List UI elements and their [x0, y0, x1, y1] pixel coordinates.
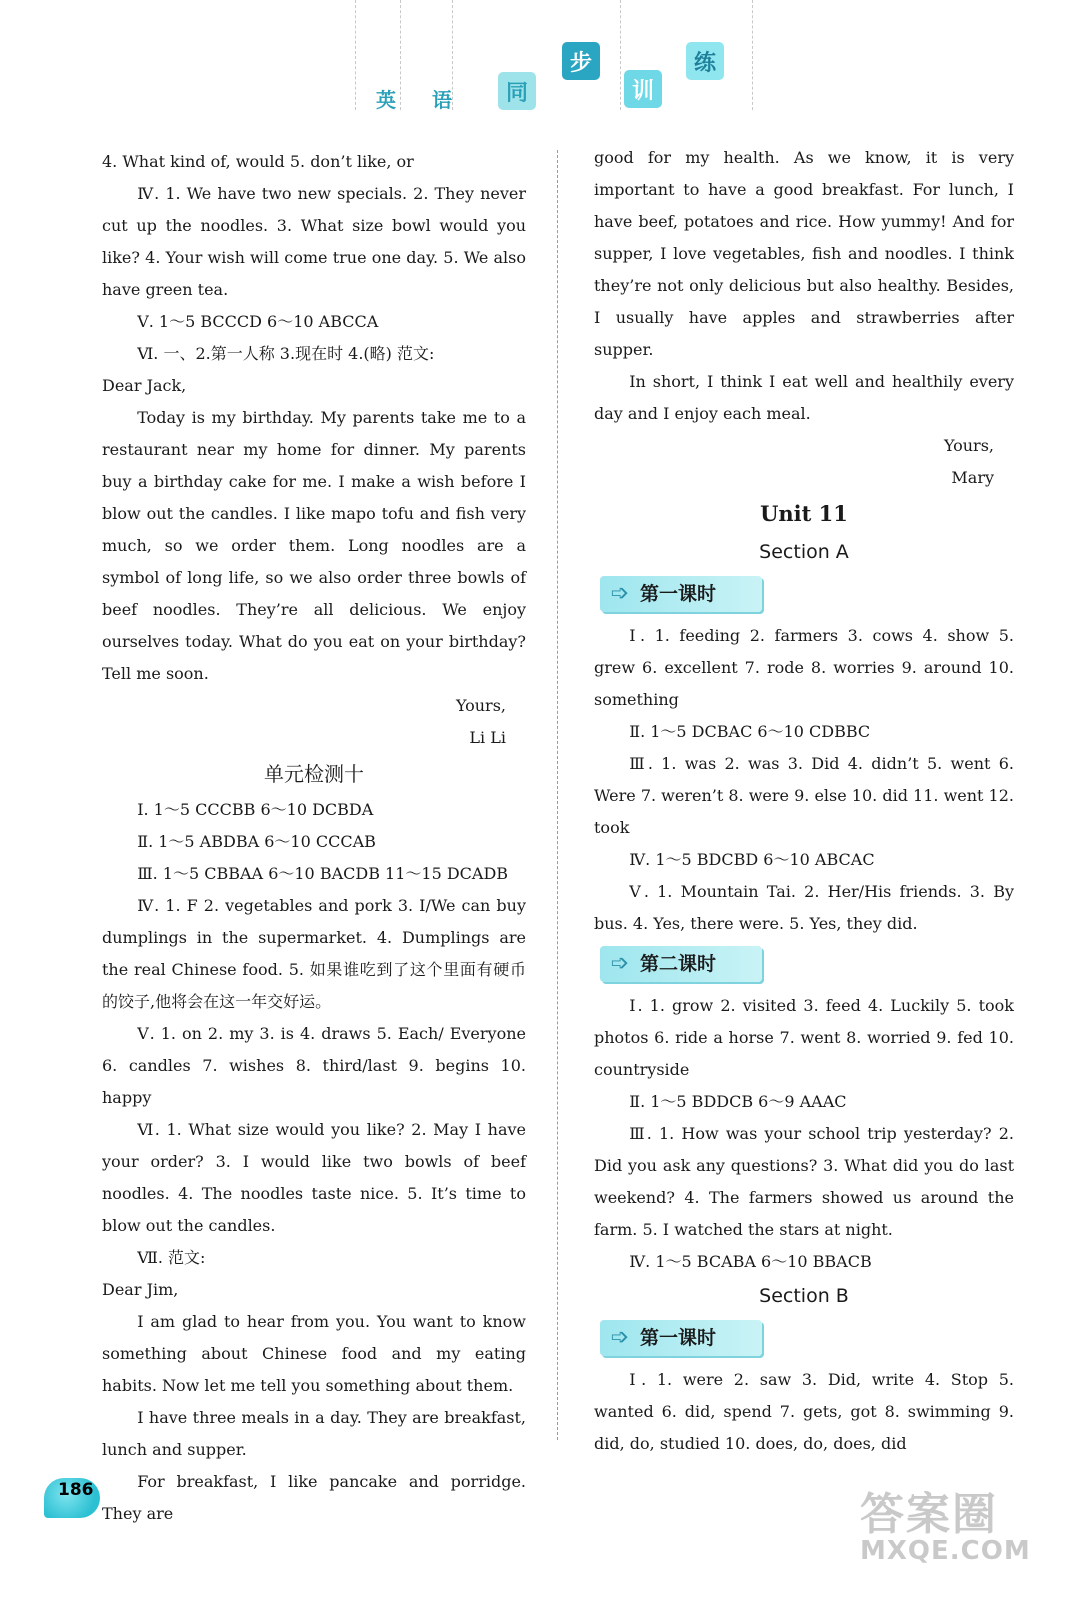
letter-continuation: [594, 142, 1014, 494]
answer-paragraph: good for my health. As we know, it is very important to have a good breakfast. For lunch, I have beef, potatoes and rice. How yummy! And for supper, I love vegetables, fish and noodles. I think they’re not only delicious but also healthy. Besides, I usually have apples and strawberries after supper.: [594, 148, 1014, 359]
header-box: 训: [624, 70, 662, 108]
answer-paragraph: Ⅱ. 1～5 ABDBA 6～10 CCCAB: [137, 832, 376, 851]
answer-paragraph: Dear Jack,: [102, 376, 187, 395]
answer-paragraph: Ⅳ. 1. F 2. vegetables and pork 3. I/We can buy dumplings in the supermarket. 4. Dumplings are the real Chinese food. 5. 如果谁吃到了这个里面有硬币的饺子,他将会在这一年交好运。: [102, 896, 526, 1011]
answer-paragraph: Li Li: [469, 728, 506, 747]
answer-paragraph: Ⅶ. 范文:: [137, 1248, 206, 1267]
header-box: 步: [562, 42, 600, 80]
header-divider: [620, 0, 621, 110]
watermark-logo: 答案圈: [860, 1489, 998, 1540]
left-column: [102, 146, 526, 1530]
answer-paragraph: 单元检测十: [264, 762, 364, 786]
header-char: 语: [432, 88, 452, 112]
answer-paragraph: I have three meals in a day. They are breakfast, lunch and supper.: [102, 1408, 526, 1459]
answer-paragraph: Ⅴ. 1. Mountain Tai. 2. Her/His friends. 3. By bus. 4. Yes, there were. 5. Yes, they did.: [594, 882, 1014, 933]
lesson-label: 第一课时: [640, 583, 717, 605]
lesson-label: 第二课时: [640, 953, 717, 975]
answer-paragraph: Ⅵ. 1. What size would you like? 2. May I have your order? 3. I would like two bowls of beef noodles. 4. The noodles taste nice. 5. It’s time to blow out the candles.: [102, 1120, 526, 1235]
answer-paragraph: Ⅰ. 1. were 2. saw 3. Did, write 4. Stop 5. wanted 6. did, spend 7. gets, got 8. swimming 9. did, do, studied 10. does, do, does, did: [594, 1370, 1014, 1453]
answer-paragraph: Ⅳ. 1～5 BCABA 6～10 BBACB: [629, 1252, 872, 1271]
lesson-badge: [600, 946, 762, 982]
header-divider: [355, 0, 356, 110]
header-box: 练: [686, 42, 724, 80]
answers-block: [594, 990, 1014, 1278]
lesson-badge: [600, 576, 762, 612]
header-char: 英: [376, 88, 396, 112]
answer-paragraph: Ⅰ. 1. grow 2. visited 3. feed 4. Luckily 5. took photos 6. ride a horse 7. went 8. worried 9. fed 10. countryside: [594, 996, 1014, 1079]
lesson-badge: [600, 1320, 762, 1356]
answers-block: [594, 620, 1014, 940]
answer-paragraph: I am glad to hear from you. You want to know something about Chinese food and my eating habits. Now let me tell you something about them.: [102, 1312, 526, 1395]
answers-block: [594, 1364, 1014, 1460]
answer-paragraph: Ⅱ. 1～5 DCBAC 6～10 CDBBC: [629, 722, 871, 741]
answer-paragraph: Ⅲ. 1. was 2. was 3. Did 4. didn’t 5. went 6. Were 7. weren’t 8. were 9. else 10. did 11. went 12. took: [594, 754, 1014, 837]
answer-paragraph: Ⅰ. 1～5 CCCBB 6～10 DCBDA: [137, 800, 374, 819]
answer-paragraph: In short, I think I eat well and healthily every day and I enjoy each meal.: [594, 372, 1014, 423]
right-column: [594, 142, 1014, 1460]
answer-paragraph: Ⅴ. 1～5 BCCCD 6～10 ABCCA: [137, 312, 379, 331]
section-a-title: Section A: [759, 541, 849, 563]
answer-paragraph: Ⅰ. 1. feeding 2. farmers 3. cows 4. show 5. grew 6. excellent 7. rode 8. worries 9. around 10. something: [594, 626, 1014, 709]
watermark-url: MXQE.COM: [860, 1536, 1031, 1566]
watermark: [860, 1478, 1031, 1566]
answer-paragraph: Ⅵ. 一、2.第一人称 3.现在时 4.(略) 范文:: [137, 344, 435, 363]
answer-paragraph: Today is my birthday. My parents take me to a restaurant near my home for dinner. My parents buy a birthday cake for me. I make a wish before I blow out the candles. I like mapo tofu and fish very much, so we order them. Long noodles are a symbol of long life, so we also order three bowls of beef noodles. They’re all delicious. We enjoy ourselves today. What do you eat on your birthday? Tell me soon.: [102, 408, 526, 683]
section-b-title: Section B: [759, 1285, 849, 1307]
answer-paragraph: Ⅲ. 1. How was your school trip yesterday? 2. Did you ask any questions? 3. What did you do last weekend? 4. The farmers showed us around the farm. 5. I watched the stars at night.: [594, 1124, 1014, 1239]
page-number: 186: [58, 1480, 94, 1500]
answer-paragraph: Ⅴ. 1. on 2. my 3. is 4. draws 5. Each/ Everyone 6. candles 7. wishes 8. third/last 9. begins 10. happy: [102, 1024, 526, 1107]
header-divider: [452, 0, 453, 110]
header-divider: [400, 0, 401, 110]
answer-paragraph: Ⅱ. 1～5 BDDCB 6～9 AAAC: [629, 1092, 847, 1111]
lesson-label: 第一课时: [640, 1327, 717, 1349]
answer-paragraph: Yours,: [455, 696, 506, 715]
answer-paragraph: Dear Jim,: [102, 1280, 179, 1299]
answer-paragraph: Ⅳ. 1. We have two new specials. 2. They never cut up the noodles. 3. What size bowl would you like? 4. Your wish will come true one day. 5. We also have green tea.: [102, 184, 526, 299]
answer-paragraph: Yours,: [943, 436, 994, 455]
answer-paragraph: Ⅳ. 1～5 BDCBD 6～10 ABCAC: [629, 850, 875, 869]
arrow-icon: ➩: [610, 581, 630, 606]
answer-paragraph: For breakfast, I like pancake and porridge. They are: [102, 1472, 526, 1523]
unit-title: Unit 11: [760, 501, 848, 526]
arrow-icon: ➩: [610, 1325, 630, 1350]
column-divider: [557, 150, 558, 1440]
answer-paragraph: Mary: [951, 468, 994, 487]
answer-paragraph: Ⅲ. 1～5 CBBAA 6～10 BACDB 11～15 DCADB: [137, 864, 509, 883]
answer-paragraph: 4. What kind of, would 5. don’t like, or: [102, 152, 414, 171]
page-header: [0, 0, 1085, 130]
header-divider: [752, 0, 753, 110]
header-box: 同: [498, 72, 536, 110]
arrow-icon: ➩: [610, 951, 630, 976]
